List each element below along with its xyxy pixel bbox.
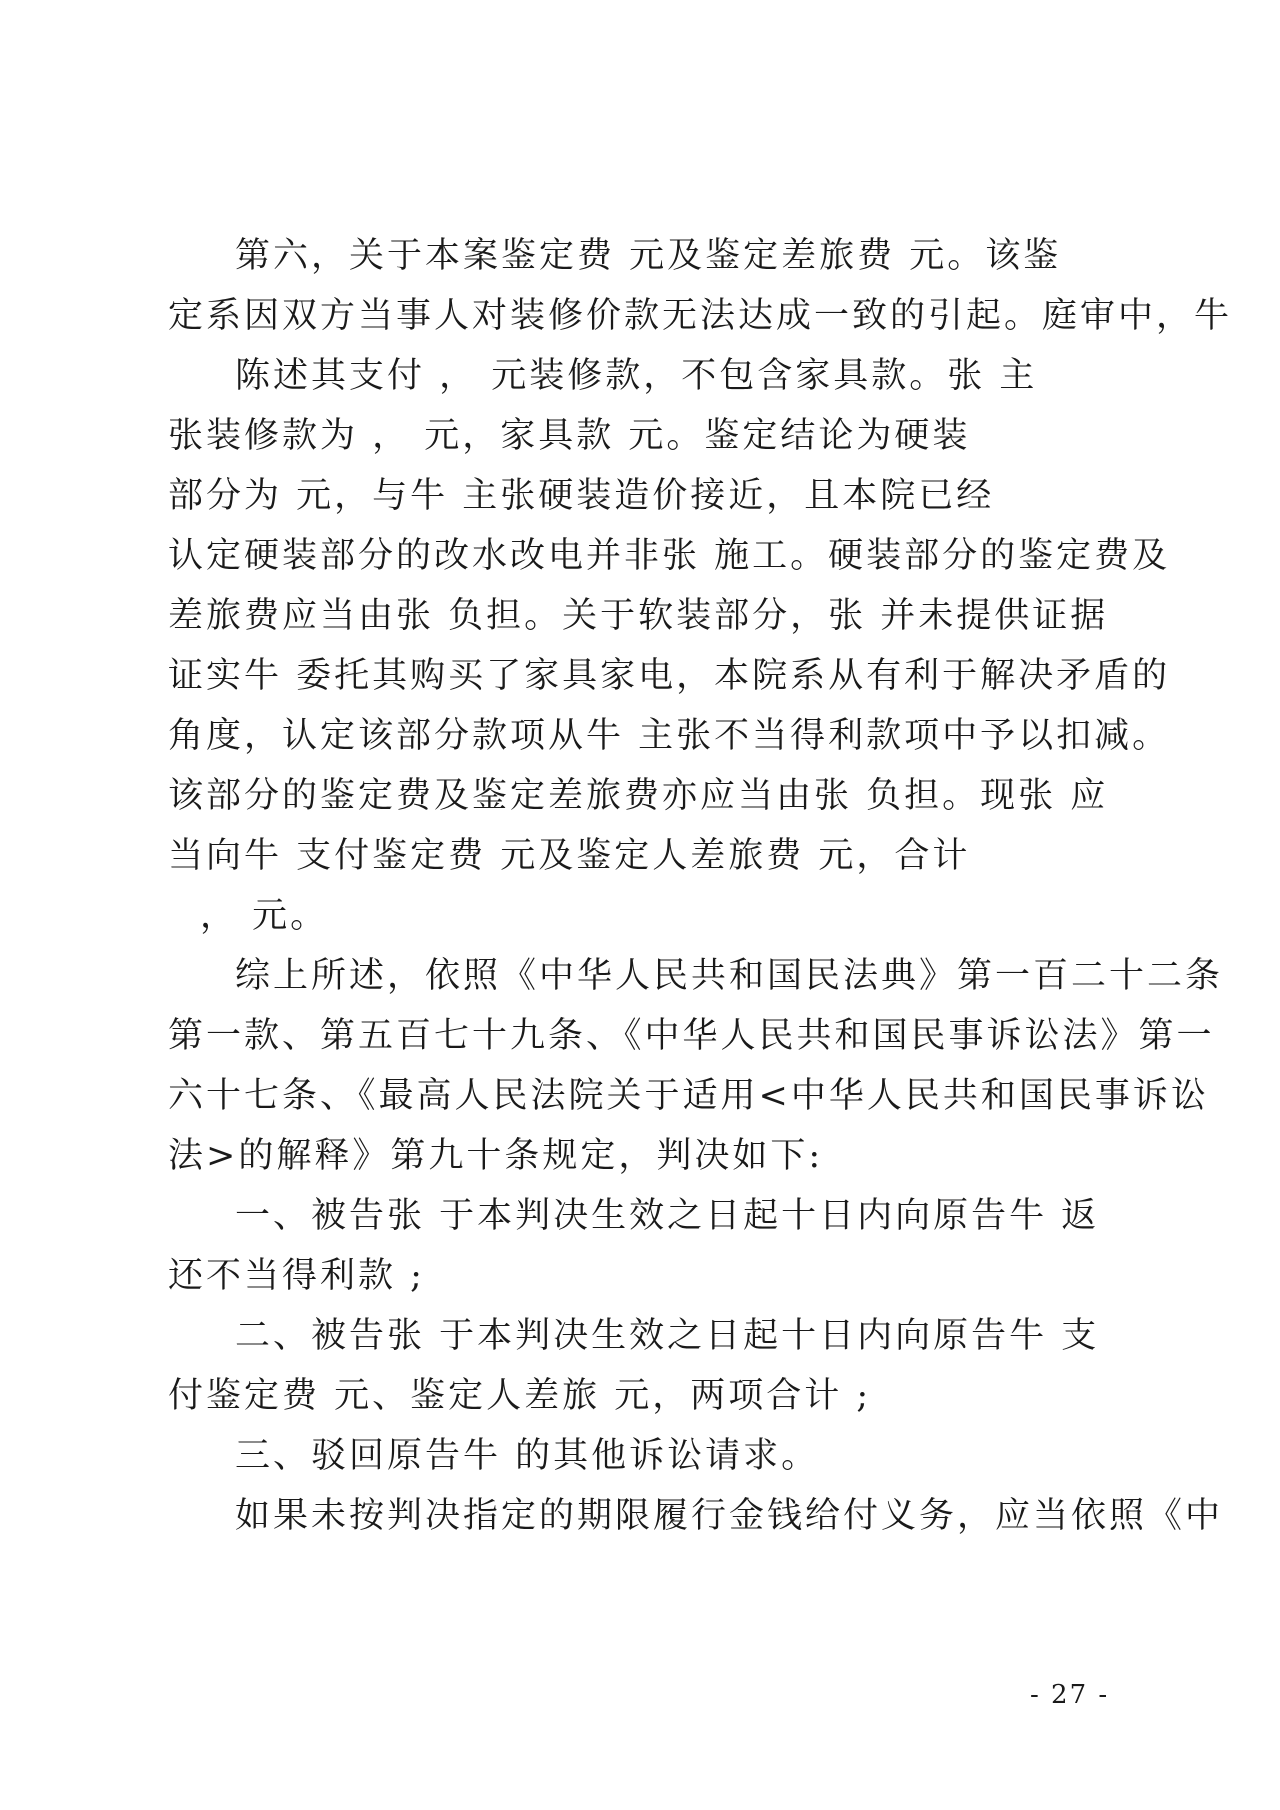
paragraph-line: 当向牛 支付鉴定费 元及鉴定人差旅费 元，合计: [168, 836, 971, 876]
paragraph-line: 综上所述，依照《中华人民共和国民法典》第一百二十二条: [235, 956, 1224, 996]
paragraph-line: 张装修款为 ， 元，家具款 元。鉴定结论为硬装: [168, 416, 971, 456]
paragraph-line: 角度，认定该部分款项从牛 主张不当得利款项中予以扣减。: [168, 716, 1171, 756]
paragraph-line: 第六，关于本案鉴定费 元及鉴定差旅费 元。该鉴: [235, 236, 1062, 276]
page-number: - 27 -: [1030, 1680, 1110, 1710]
judgment-item-line: 二、被告张 于本判决生效之日起十日内向原告牛 支: [235, 1316, 1100, 1356]
paragraph-line: 证实牛 委托其购买了家具家电，本院系从有利于解决矛盾的: [168, 656, 1171, 696]
paragraph-line: 第一款、第五百七十九条、《中华人民共和国民事诉讼法》第一: [168, 1016, 1215, 1056]
paragraph-line: 六十七条、《最高人民法院关于适用<中华人民共和国民事诉讼: [168, 1076, 1209, 1116]
paragraph-line: 陈述其支付 ， 元装修款，不包含家具款。张 主: [235, 356, 1038, 396]
paragraph-line: 认定硬装部分的改水改电并非张 施工。硬装部分的鉴定费及: [168, 536, 1171, 576]
paragraph-line: 如果未按判决指定的期限履行金钱给付义务，应当依照《中: [235, 1496, 1224, 1536]
paragraph-line: 差旅费应当由张 负担。关于软装部分，张 并未提供证据: [168, 596, 1109, 636]
paragraph-line: 该部分的鉴定费及鉴定差旅费亦应当由张 负担。现张 应: [168, 776, 1109, 816]
paragraph-line: ， 元。: [200, 896, 329, 936]
judgment-item-line: 一、被告张 于本判决生效之日起十日内向原告牛 返: [235, 1196, 1100, 1236]
paragraph-line: 部分为 元，与牛 主张硬装造价接近，且本院已经: [168, 476, 995, 516]
judgment-item-line: 三、驳回原告牛 的其他诉讼请求。: [235, 1436, 820, 1476]
paragraph-line: 法>的解释》第九十条规定，判决如下:: [168, 1136, 824, 1176]
judgment-item-line: 付鉴定费 元、鉴定人差旅 元，两项合计 ;: [168, 1376, 872, 1416]
judgment-item-line: 还不当得利款 ;: [168, 1256, 425, 1296]
paragraph-line: 定系因双方当事人对装修价款无法达成一致的引起。庭审中，牛: [168, 296, 1233, 336]
